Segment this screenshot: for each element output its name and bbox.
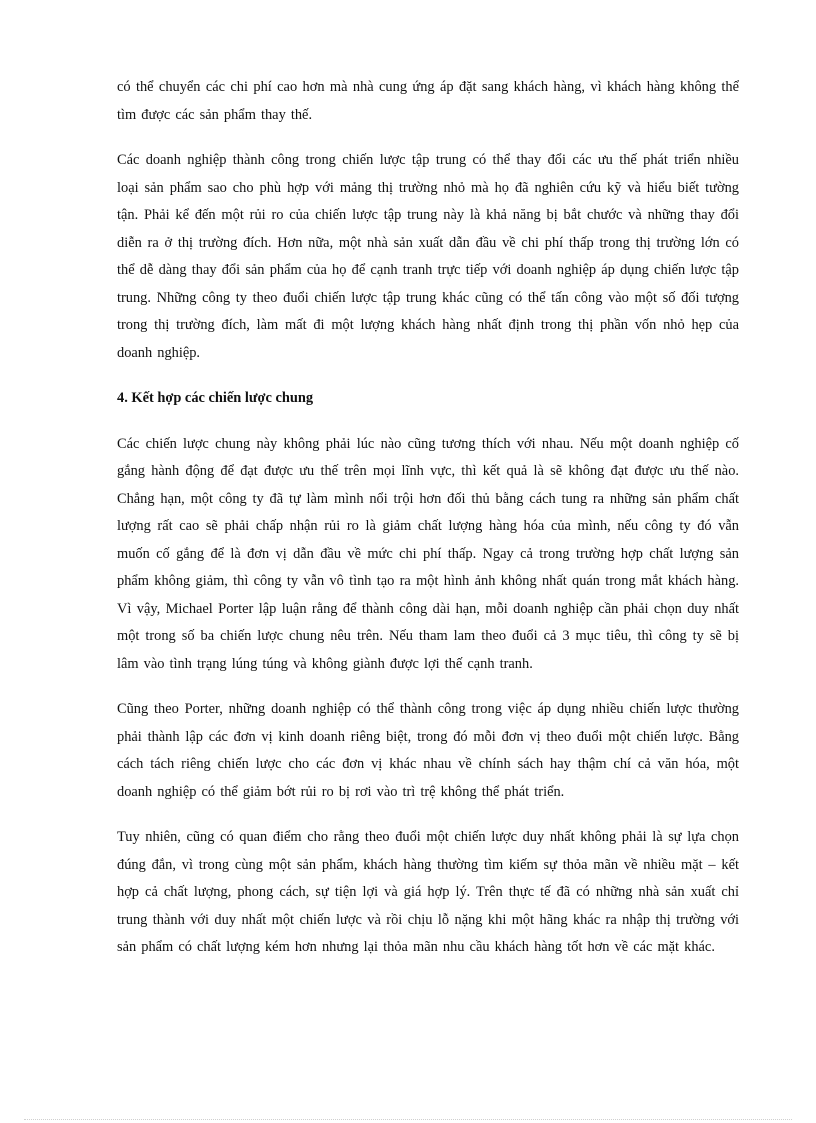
paragraph-continuation: có thể chuyển các chi phí cao hơn mà nhà cung ứng áp đặt sang khách hàng, vì khách hàng không thể tìm được các sản phẩm thay thế. — [117, 79, 739, 123]
paragraph-porter-business-units: Cũng theo Porter, những doanh nghiệp có thể thành công trong việc áp dụng nhiều chiến lược thường phải thành lập các đơn vị kinh doanh riêng biệt, trong đó mỗi đơn vị theo đuổi một chiến lược. Bằng cách tách riêng chiến lược cho các đơn vị khác nhau về chính sách hay thậm chí cả văn hóa, một doanh nghiệp có thể giảm bớt rủi ro bị rơi vào trì trệ không thể phát triển. — [117, 701, 739, 800]
paragraph-strategy-compatibility: Các chiến lược chung này không phải lúc nào cũng tương thích với nhau. Nếu một doanh nghiệp cố gắng hành động để đạt được ưu thế trên mọi lĩnh vực, thì kết quả là sẽ không đạt được ưu thế nào. Chẳng hạn, một công ty đã tự làm mình nổi trội hơn đối thủ bằng cách tung ra những sản phẩm chất lượng rất cao sẽ phải chấp nhận rủi ro là giảm chất lượng hàng hóa của mình, nếu công ty đó vẫn muốn cố gắng để là đơn vị dẫn đầu về mức chi phí thấp. Ngay cả trong trường hợp chất lượng sản phẩm không giảm, thì công ty vẫn vô tình tạo ra một hình ảnh không nhất quán trong mắt khách hàng. Vì vậy, Michael Porter lập luận rằng để thành công dài hạn, mỗi doanh nghiệp cần phải chọn duy nhất một trong số ba chiến lược chung nêu trên. Nếu tham lam theo đuổi cả 3 mục tiêu, thì công ty sẽ bị lâm vào tình trạng lúng túng và không giành được lợi thế cạnh tranh. — [117, 435, 739, 672]
page-divider — [24, 1119, 792, 1120]
paragraph-focus-strategy-risks: Các doanh nghiệp thành công trong chiến lược tập trung có thể thay đổi các ưu thế phát triển nhiều loại sản phẩm sao cho phù hợp với mảng thị trường nhỏ mà họ đã nghiên cứu kỹ và hiểu biết tường tận. Phải kể đến một rủi ro của chiến lược tập trung này là khả năng bị bắt chước và những thay đổi diễn ra ở thị trường đích. Hơn nữa, một nhà sản xuất dẫn đầu về chi phí thấp trong thị trường lớn có thể dễ dàng thay đổi sản phẩm của họ để cạnh tranh trực tiếp với doanh nghiệp áp dụng chiến lược tập trung. Những công ty theo đuổi chiến lược tập trung khác cũng có thể tấn công vào một số đối tượng trong thị trường đích, làm mất đi một lượng khách hàng nhất định trong thị phần vốn nhỏ hẹp của doanh nghiệp. — [117, 152, 739, 361]
section-heading: 4. Kết hợp các chiến lược chung — [117, 390, 314, 406]
paragraph-counter-view: Tuy nhiên, cũng có quan điểm cho rằng theo đuổi một chiến lược duy nhất không phải là sự lựa chọn đúng đắn, vì trong cùng một sản phẩm, khách hàng thường tìm kiếm sự thỏa mãn về nhiều mặt – kết hợp cả chất lượng, phong cách, sự tiện lợi và giá hợp lý. Trên thực tế đã có những nhà sản xuất chỉ trung thành với duy nhất một chiến lược và rồi chịu lỗ nặng khi một hãng khác ra nhập thị trường với sản phẩm có chất lượng kém hơn nhưng lại thỏa mãn nhu cầu khách hàng tốt hơn về các mặt khác. — [117, 829, 739, 955]
document-body — [117, 74, 739, 980]
